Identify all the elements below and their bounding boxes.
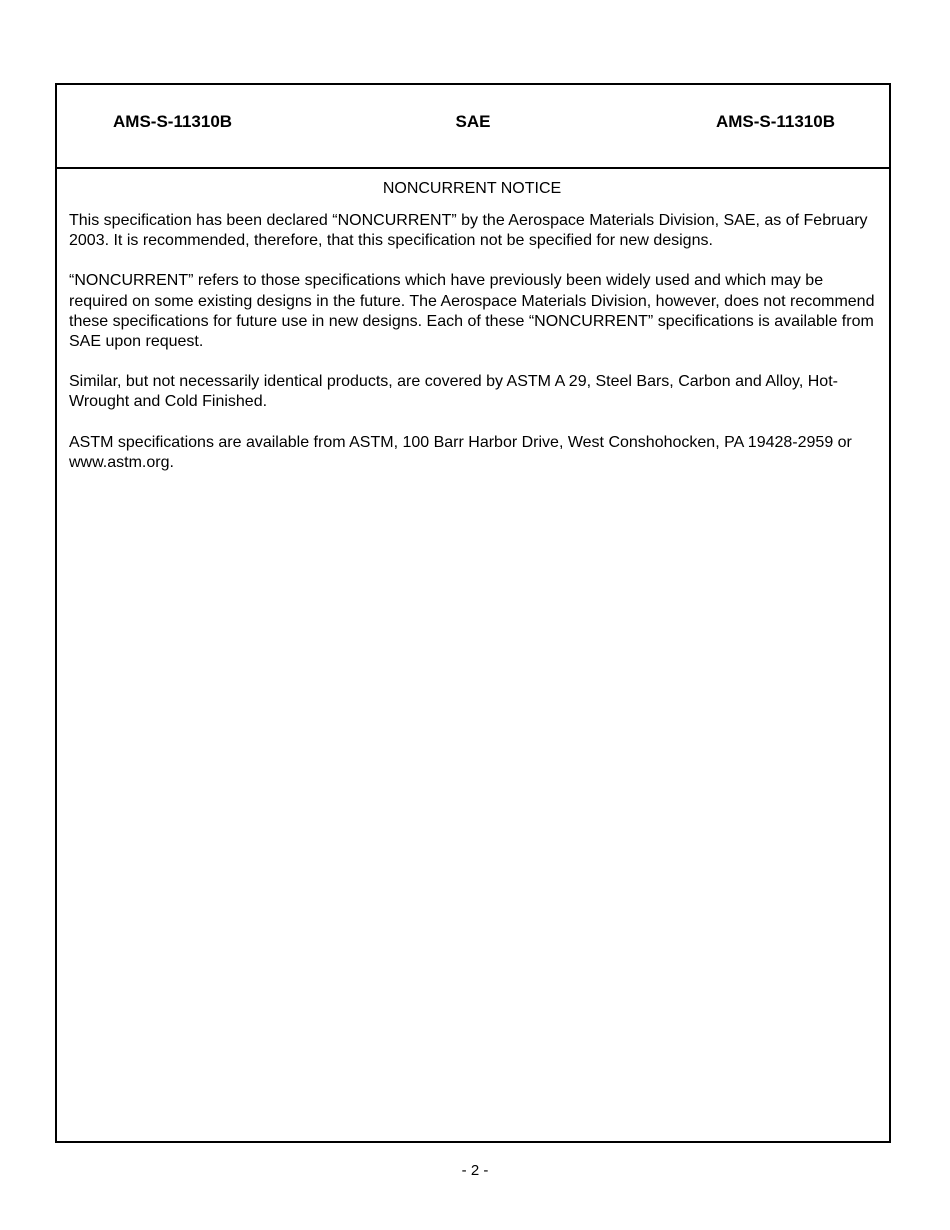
document-frame [55, 83, 891, 1143]
notice-paragraph: ASTM specifications are available from ASTM, 100 Barr Harbor Drive, West Conshohocken, PA 19428-2959 or www.astm.org. [69, 433, 852, 471]
notice-paragraph: Similar, but not necessarily identical products, are covered by ASTM A 29, Steel Bars, Carbon and Alloy, Hot-Wrought and Cold Finished. [69, 373, 838, 411]
page-number: - 2 - [461, 1162, 489, 1179]
header-spec-code-right: AMS-S-11310B [715, 112, 835, 131]
notice-paragraph: This specification has been declared “NONCURRENT” by the Aerospace Materials Division, SAE, as of February 2003. It is recommended, therefore, that this specification not be specified for new designs. [69, 212, 868, 250]
document-header [57, 85, 889, 169]
notice-body [69, 179, 875, 493]
header-spec-code-left: AMS-S-11310B [113, 112, 233, 131]
header-organization: SAE [455, 112, 491, 131]
notice-paragraph: “NONCURRENT” refers to those specifications which have previously been widely used and which may be required on some existing designs in the future. The Aerospace Materials Division, however, does not recommend these specifications for future use in new designs. Each of these “NONCURRENT” specifications is available from SAE upon request. [69, 272, 875, 351]
notice-title: NONCURRENT NOTICE [382, 180, 562, 197]
